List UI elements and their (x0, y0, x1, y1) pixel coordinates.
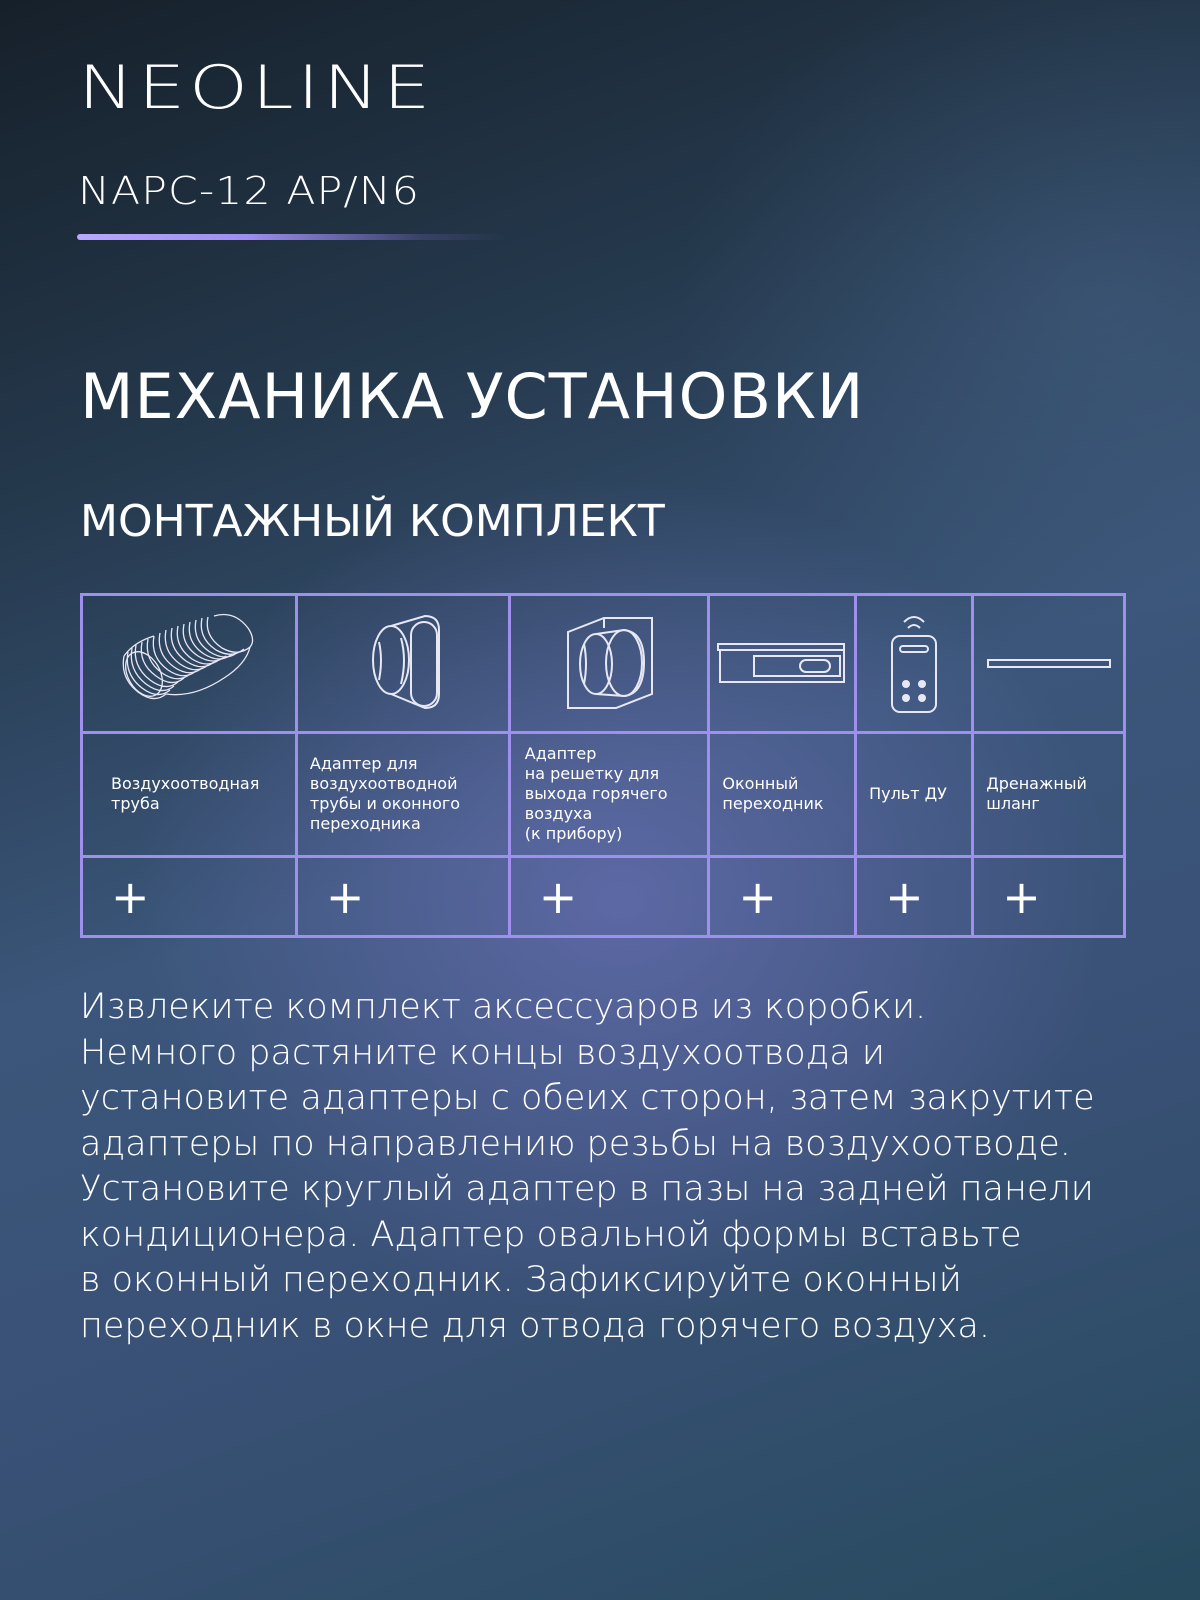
included-mark: + (296, 857, 509, 937)
kit-cell-icon (856, 595, 973, 733)
instructions-line: адаптеры по направлению резьбы на воздухоотводе. (80, 1123, 1071, 1164)
kit-label (296, 732, 509, 856)
included-mark: + (973, 857, 1125, 937)
drain-hose-icon (986, 657, 1112, 671)
instructions-line: Немного растяните концы воздухоотвода и (80, 1032, 885, 1073)
included-mark: + (709, 857, 856, 937)
kit-table (80, 593, 1126, 938)
kit-label (973, 732, 1125, 856)
grille-adapter-icon (554, 608, 664, 718)
kit-label (82, 732, 297, 856)
window-kit-icon (716, 638, 848, 688)
flexible-duct-icon (114, 608, 264, 718)
kit-labels-row (82, 732, 1125, 856)
instructions-line: установите адаптеры с обеих сторон, затем закрутите (80, 1078, 1095, 1118)
kit-cell-icon (296, 595, 509, 733)
kit-included-row (82, 857, 1125, 937)
brand-logo: NEOLINE (78, 53, 435, 123)
instructions-line: переходник в окне для отвода горячего воздуха. (80, 1305, 990, 1346)
kit-label-text: Пульт ДУ (869, 784, 947, 804)
kit-cell-icon (509, 595, 709, 733)
duct-window-adapter-icon (353, 608, 453, 718)
kit-label-text: Адаптер для воздухоотводной трубы и оконного переходника (309, 754, 461, 834)
included-mark: + (856, 857, 973, 937)
instructions-line: Извлеките комплект аксессуаров из коробки. (80, 987, 927, 1027)
kit-label (856, 732, 973, 856)
kit-cell-icon (973, 595, 1125, 733)
kit-label-text: Адаптер на решетку для выхода горячего воздуха (к прибору) (524, 744, 668, 844)
remote-control-icon (884, 608, 944, 718)
included-mark: + (509, 857, 709, 937)
instructions-line: Установите круглый адаптер в пазы на задней панели (80, 1169, 1094, 1209)
included-mark: + (82, 857, 297, 937)
kit-label (509, 732, 709, 856)
kit-label-text: Воздухоотводная труба (111, 774, 260, 814)
kit-label-text: Оконный переходник (722, 774, 824, 814)
kit-label (709, 732, 856, 856)
kit-icons-row (82, 595, 1125, 733)
instructions-line: кондиционера. Адаптер овальной формы вставьте (80, 1214, 1022, 1255)
kit-label-text: Дренажный шланг (986, 774, 1087, 814)
instructions-line: в оконный переходник. Зафиксируйте оконный (80, 1260, 962, 1300)
page-title: МЕХАНИКА УСТАНОВКИ (80, 360, 865, 433)
accent-divider (77, 234, 507, 240)
instructions-text (80, 985, 1180, 1349)
kit-cell-icon (82, 595, 297, 733)
kit-cell-icon (709, 595, 856, 733)
section-subtitle: МОНТАЖНЫЙ КОМПЛЕКТ (80, 496, 665, 547)
model-name: NAPC-12 AP/N6 (78, 169, 420, 213)
